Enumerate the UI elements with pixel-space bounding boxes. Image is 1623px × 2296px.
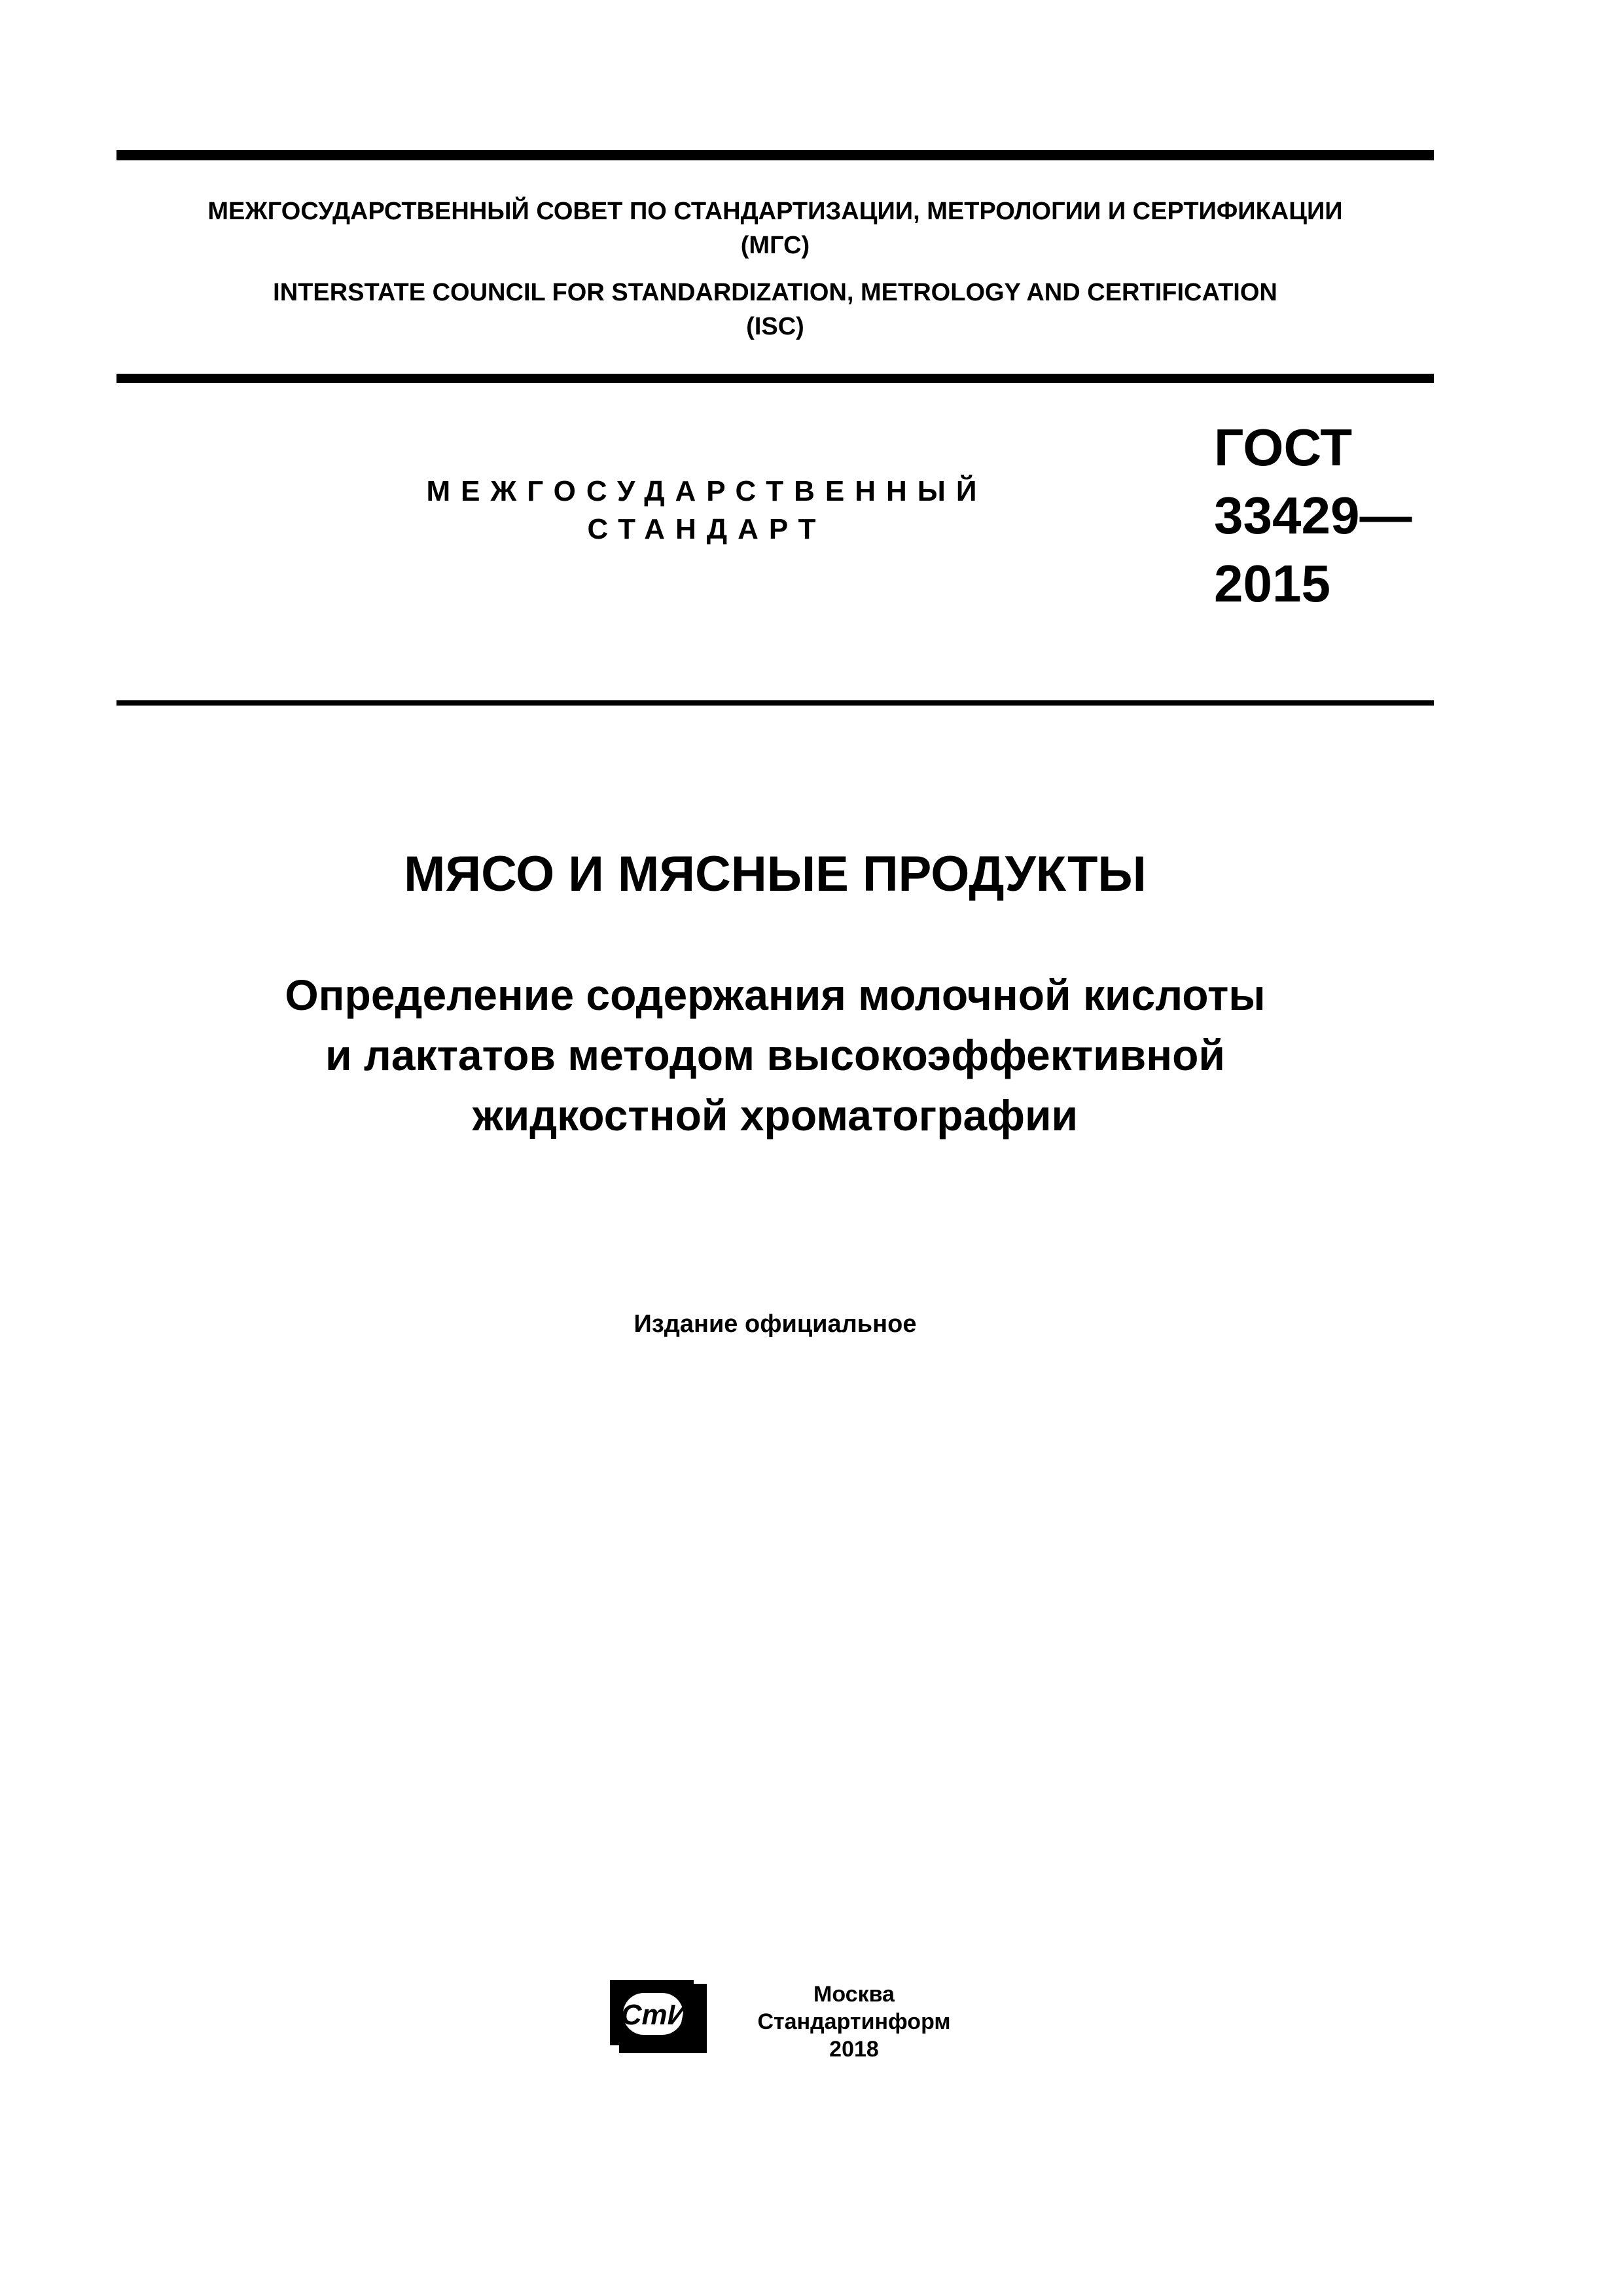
council-ru-abbreviation: (МГС) — [740, 232, 810, 259]
imprint-publisher: Стандартинформ — [757, 2009, 951, 2034]
council-en-line-1: INTERSTATE COUNCIL FOR STANDARDIZATION, METROLOGY AND CERTIFICATION — [273, 279, 1277, 306]
standard-designation — [1214, 414, 1412, 618]
standartinform-logo-icon — [609, 1979, 713, 2054]
designation-number: 33429— — [1214, 486, 1412, 545]
svg-text:СтИ: СтИ — [620, 1999, 688, 2031]
subtitle-line-1: Определение содержания молочной кислоты — [285, 971, 1266, 1019]
publisher-imprint — [723, 1981, 985, 2063]
council-ru-line-1: МЕЖГОСУДАРСТВЕННЫЙ СОВЕТ ПО СТАНДАРТИЗАЦИИ, МЕТРОЛОГИИ И СЕРТИФИКАЦИИ — [207, 198, 1343, 225]
standard-kind — [366, 473, 1047, 548]
document-subtitle — [116, 965, 1434, 1145]
top-divider — [116, 150, 1434, 160]
imprint-city: Москва — [813, 1982, 895, 2007]
imprint-year: 2018 — [829, 2037, 879, 2062]
subtitle-line-2: и лактатов методом высокоэффективной — [325, 1031, 1225, 1079]
designation-year: 2015 — [1214, 554, 1330, 613]
standard-kind-line-2: СТАНДАРТ — [587, 513, 827, 545]
lower-divider — [116, 700, 1434, 706]
council-name-russian — [116, 194, 1434, 262]
council-name-english — [116, 276, 1434, 344]
designation-prefix: ГОСТ — [1214, 418, 1353, 476]
document-title: МЯСО И МЯСНЫЕ ПРОДУКТЫ — [404, 846, 1147, 902]
standard-kind-line-1: МЕЖГОСУДАРСТВЕННЫЙ — [426, 475, 988, 507]
council-en-abbreviation: (ISC) — [746, 313, 804, 340]
middle-divider — [116, 374, 1434, 383]
edition-label: Издание официальное — [633, 1310, 917, 1338]
subtitle-line-3: жидкостной хроматографии — [472, 1091, 1079, 1139]
